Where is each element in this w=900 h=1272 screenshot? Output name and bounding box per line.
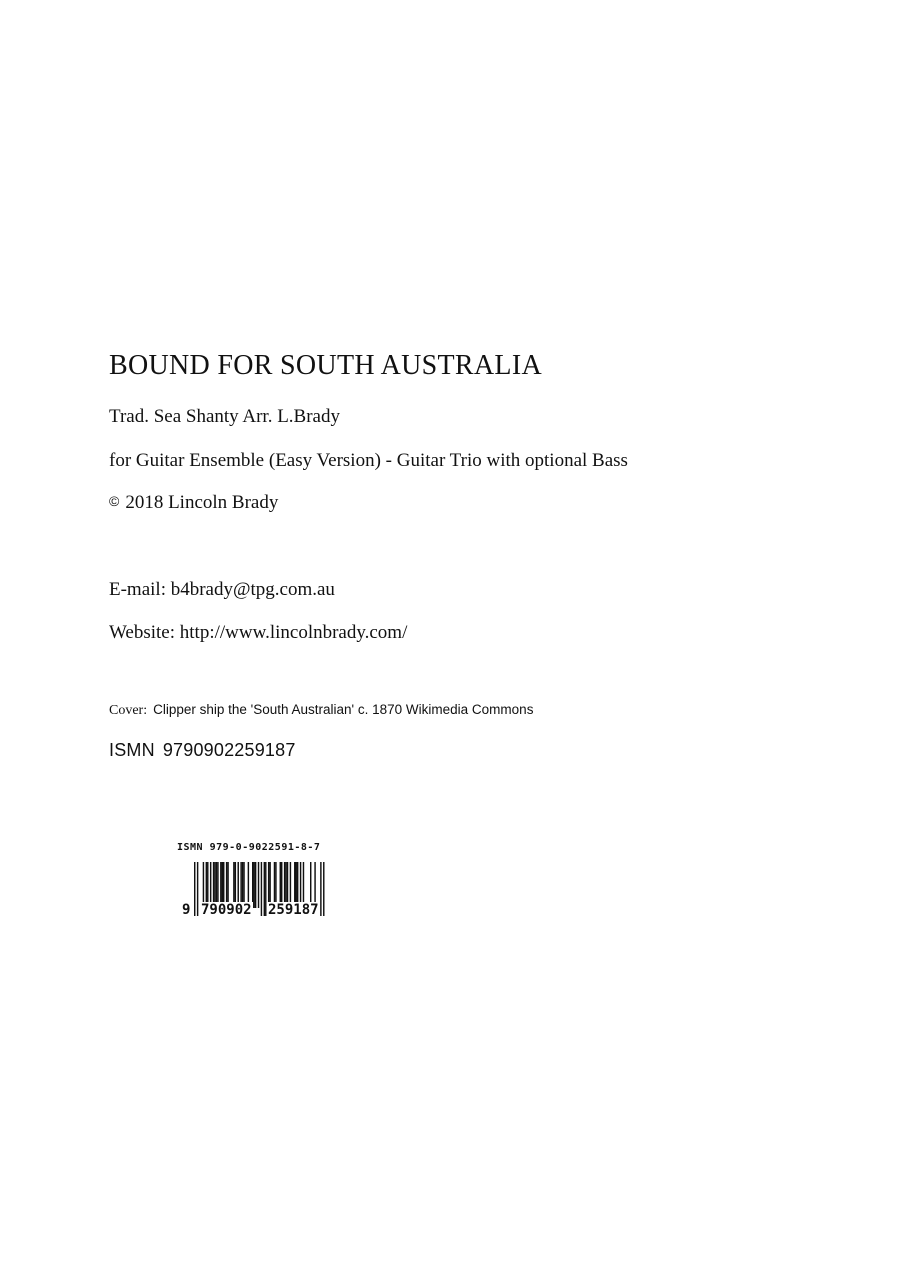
barcode-bar <box>323 862 324 916</box>
document-title: BOUND FOR SOUTH AUSTRALIA <box>109 350 542 381</box>
copyright-line <box>109 492 278 514</box>
barcode-bar <box>264 862 265 916</box>
barcode-bar <box>197 862 198 916</box>
barcode-bar <box>261 862 262 916</box>
barcode-left-digits: 790902 <box>201 902 252 918</box>
ismn-line <box>109 740 296 761</box>
website-line: Website: http://www.lincolnbrady.com/ <box>109 622 408 643</box>
barcode-bar <box>255 862 256 908</box>
arranger-line: Trad. Sea Shanty Arr. L.Brady <box>109 406 340 427</box>
cover-label: Cover: <box>109 703 148 718</box>
ismn-label: ISMN <box>109 740 155 760</box>
barcode-first-digit: 9 <box>182 902 191 918</box>
barcode <box>176 842 351 922</box>
barcode-bar <box>253 862 254 908</box>
barcode-right-digits: 259187 <box>268 902 319 918</box>
copyright-text: 2018 Lincoln Brady <box>125 492 279 513</box>
barcode-bar <box>320 862 321 916</box>
ismn-number: 9790902259187 <box>162 740 296 760</box>
barcode-bar <box>194 862 195 916</box>
barcode-bar <box>258 862 259 908</box>
instrumentation-line: for Guitar Ensemble (Easy Version) - Guitar Trio with optional Bass <box>109 450 628 471</box>
cover-text: Clipper ship the 'South Australian' c. 1870 Wikimedia Commons <box>153 702 534 717</box>
email-line: E-mail: b4brady@tpg.com.au <box>109 579 335 600</box>
cover-credit <box>109 702 533 719</box>
barcode-top-text: ISMN 979-0-9022591-8-7 <box>177 842 321 853</box>
copyright-symbol: © <box>109 493 120 509</box>
